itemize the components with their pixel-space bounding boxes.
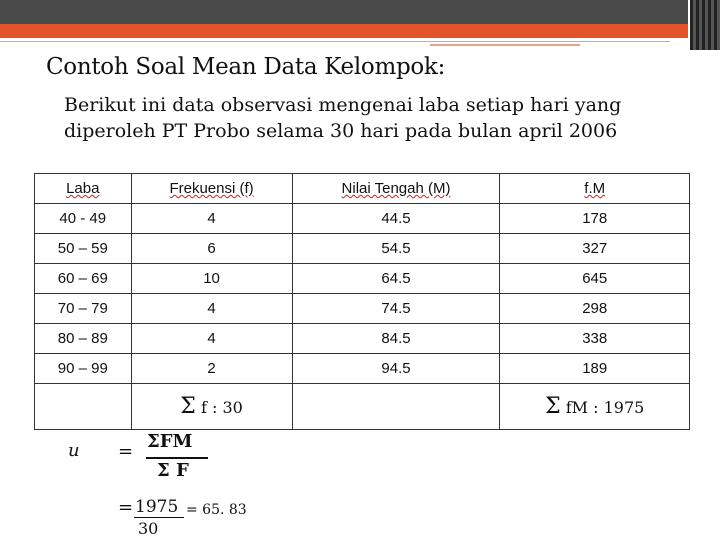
result-fraction-bar (134, 517, 184, 518)
header-fm: f.M (500, 174, 690, 204)
result-equals: = (118, 497, 134, 518)
cell-nilai-tengah: 44.5 (292, 204, 500, 234)
table-sum-row (35, 384, 690, 430)
table-row (35, 234, 690, 264)
cell-fm: 189 (500, 354, 690, 384)
cell-frekuensi: 6 (131, 234, 292, 264)
fraction-bar (146, 457, 208, 459)
top-accent-bar (0, 24, 688, 38)
cell-frekuensi: 2 (131, 354, 292, 384)
cell-nilai-tengah: 84.5 (292, 324, 500, 354)
sum-fm (500, 384, 690, 430)
cell-laba: 40 - 49 (35, 204, 132, 234)
table-header-row (35, 174, 690, 204)
cell-frekuensi: 10 (131, 264, 292, 294)
cell-frekuensi: 4 (131, 324, 292, 354)
cell-fm: 178 (500, 204, 690, 234)
sigma-symbol: Σ (545, 394, 561, 419)
cell-frekuensi: 4 (131, 294, 292, 324)
sum-f-text: f : 30 (200, 398, 243, 417)
sum-fm-text: fM : 1975 (565, 398, 645, 417)
result-denominator: 30 (138, 519, 159, 538)
cell-laba: 90 – 99 (35, 354, 132, 384)
cell-laba: 60 – 69 (35, 264, 132, 294)
accent-line (0, 41, 670, 42)
cell-nilai-tengah: 74.5 (292, 294, 500, 324)
sum-empty-cell (35, 384, 132, 430)
header-nilai-tengah: Nilai Tengah (M) (292, 174, 500, 204)
header-laba: Laba (35, 174, 132, 204)
accent-line-short (430, 44, 580, 46)
cell-nilai-tengah: 64.5 (292, 264, 500, 294)
formula-equals: = (118, 441, 134, 462)
corner-stripes (690, 0, 720, 50)
formula-variable: u (68, 440, 80, 461)
cell-fm: 327 (500, 234, 690, 264)
table-row (35, 324, 690, 354)
cell-nilai-tengah: 94.5 (292, 354, 500, 384)
sigma-symbol: Σ (180, 394, 196, 419)
result-value: = 65. 83 (186, 502, 247, 518)
table-row (35, 204, 690, 234)
header-frekuensi: Frekuensi (f) (131, 174, 292, 204)
cell-laba: 50 – 59 (35, 234, 132, 264)
formula-denominator: Σ F (157, 460, 189, 481)
formula-numerator: ΣFM (147, 431, 193, 452)
cell-laba: 80 – 89 (35, 324, 132, 354)
cell-fm: 298 (500, 294, 690, 324)
top-dark-bar (0, 0, 688, 24)
data-table (34, 173, 690, 430)
slide-description: Berikut ini data observasi mengenai laba setiap hari yang diperoleh PT Probo selama 30 hari pada bulan april 2006 (64, 94, 622, 142)
cell-nilai-tengah: 54.5 (292, 234, 500, 264)
sum-empty-cell (292, 384, 500, 430)
cell-fm: 338 (500, 324, 690, 354)
cell-laba: 70 – 79 (35, 294, 132, 324)
cell-fm: 645 (500, 264, 690, 294)
result-numerator: 1975 (135, 497, 179, 517)
sum-frekuensi (131, 384, 292, 430)
table-row (35, 294, 690, 324)
table-row (35, 354, 690, 384)
table-row (35, 264, 690, 294)
cell-frekuensi: 4 (131, 204, 292, 234)
slide-title: Contoh Soal Mean Data Kelompok: (46, 54, 446, 80)
